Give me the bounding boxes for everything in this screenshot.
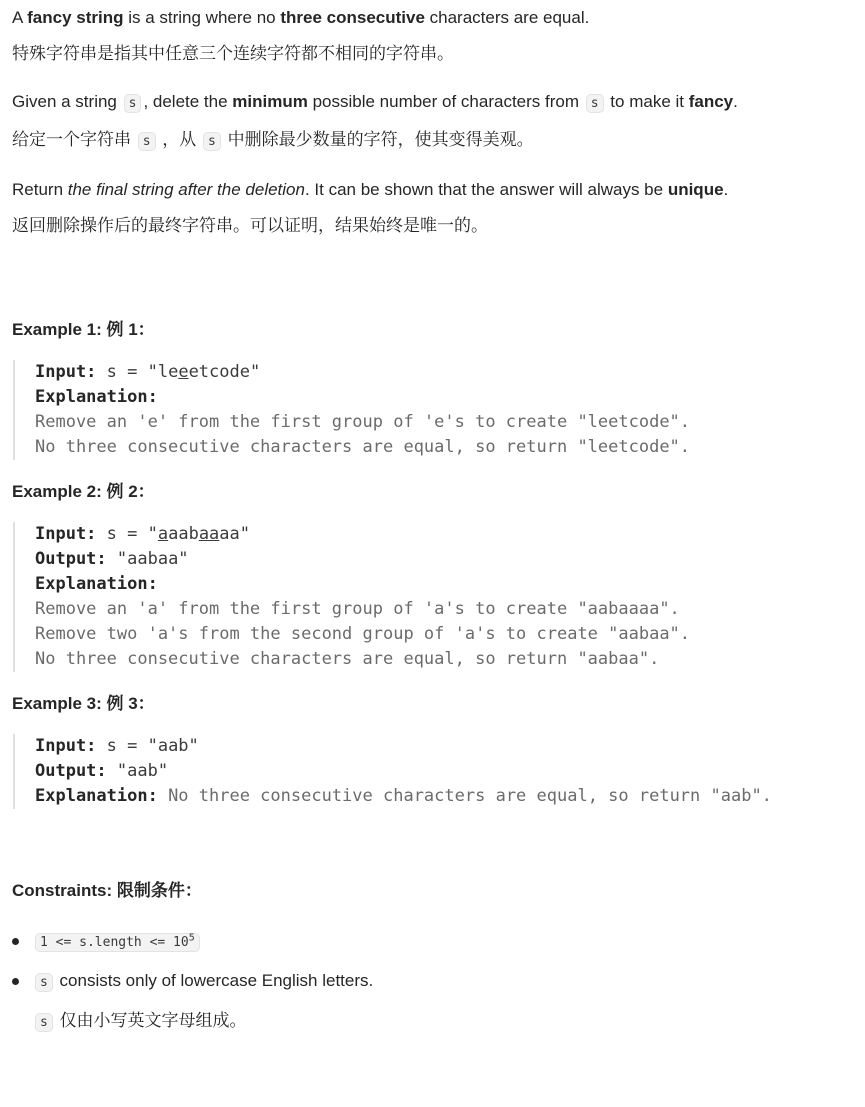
- constraint-length-text: 1 <= s.length <= 10: [40, 935, 189, 950]
- example-input: s = "aab": [96, 736, 199, 756]
- unique-term: unique: [667, 180, 724, 199]
- constraint-length-code: [35, 933, 200, 952]
- task-text: to make it: [605, 92, 689, 111]
- output-label: Output:: [35, 761, 107, 781]
- constraint-lowercase-zh-text: 仅由小写英文字母组成。: [54, 1011, 247, 1030]
- example-input-underlined: a: [157, 524, 169, 544]
- explanation-label: Explanation:: [35, 574, 158, 594]
- inline-code-s: s: [138, 132, 156, 151]
- task-zh-text: 给定一个字符串: [12, 130, 136, 149]
- input-label: Input:: [35, 362, 97, 382]
- bullet-icon: [12, 938, 19, 945]
- output-label: Output:: [35, 549, 107, 569]
- example-1-title: Example 1: 例 1：: [12, 320, 155, 339]
- intro-en: [12, 4, 853, 32]
- explanation-label: Explanation:: [35, 786, 158, 806]
- task-text: , delete the: [143, 92, 233, 111]
- task-text: Given a string: [12, 92, 122, 111]
- example-input-underlined: e: [178, 362, 189, 382]
- intro-text: is a string where no: [123, 8, 281, 27]
- problem-description: [0, 4, 865, 1107]
- example-input-underlined: aa: [198, 524, 220, 544]
- example-1-block: [13, 360, 853, 460]
- inline-code-s: s: [35, 973, 53, 992]
- return-text: .: [723, 180, 729, 199]
- inline-code-s: s: [35, 1013, 53, 1032]
- example-2-block: [13, 522, 853, 672]
- constraint-lowercase-zh: [33, 1007, 853, 1037]
- example-output: "aab": [106, 761, 169, 781]
- explanation-line: No three consecutive characters are equal, so return "leetcode".: [35, 437, 691, 457]
- task-zh: [12, 126, 853, 156]
- return-en: [12, 176, 853, 204]
- minimum-term: minimum: [232, 92, 308, 111]
- intro-text: characters are equal.: [424, 8, 590, 27]
- inline-code-s: s: [124, 94, 142, 113]
- return-zh: 返回删除操作后的最终字符串。可以证明，结果始终是唯一的。: [12, 216, 488, 235]
- constraint-item: [12, 967, 853, 1037]
- return-italic: the final string after the deletion: [67, 180, 305, 199]
- constraints-title: Constraints: 限制条件：: [12, 881, 202, 900]
- explanation-line: Remove an 'a' from the first group of 'a's to create "aabaaaa".: [35, 599, 680, 619]
- example-input: s = "le: [96, 362, 179, 382]
- fancy-string-term: fancy string: [27, 8, 124, 27]
- fancy-term: fancy: [688, 92, 734, 111]
- task-en: [12, 88, 853, 118]
- exponent: 5: [188, 932, 195, 944]
- explanation-line: No three consecutive characters are equal, so return "aab".: [157, 786, 772, 806]
- example-input: aab: [168, 524, 199, 544]
- task-zh-text: ，从: [157, 130, 202, 149]
- explanation-line: No three consecutive characters are equal, so return "aabaa".: [35, 649, 660, 669]
- task-text: .: [733, 92, 738, 111]
- input-label: Input:: [35, 524, 97, 544]
- task-zh-text: 中删除最少数量的字符，使其变得美观。: [222, 130, 534, 149]
- explanation-line: Remove an 'e' from the first group of 'e's to create "leetcode".: [35, 412, 691, 432]
- intro-text: A: [12, 8, 28, 27]
- example-input: aa": [219, 524, 251, 544]
- intro-zh: 特殊字符串是指其中任意三个连续字符都不相同的字符串。: [12, 44, 454, 63]
- task-text: possible number of characters from: [307, 92, 584, 111]
- example-input: s = ": [96, 524, 158, 544]
- constraints-list: [12, 927, 853, 1037]
- example-2-title: Example 2: 例 2：: [12, 482, 155, 501]
- return-text: Return: [12, 180, 68, 199]
- constraint-lowercase-en: consists only of lowercase English letters.: [54, 971, 374, 990]
- inline-code-s: s: [203, 132, 221, 151]
- example-output: "aabaa": [106, 549, 189, 569]
- explanation-line: Remove two 'a's from the second group of 'a's to create "aabaa".: [35, 624, 691, 644]
- example-input: etcode": [188, 362, 261, 382]
- three-consecutive-term: three consecutive: [280, 8, 425, 27]
- constraint-item: [12, 927, 853, 957]
- example-3-title: Example 3: 例 3：: [12, 694, 155, 713]
- explanation-label: Explanation:: [35, 387, 158, 407]
- example-3-block: [13, 734, 853, 809]
- bullet-icon: [12, 978, 19, 985]
- inline-code-s: s: [586, 94, 604, 113]
- return-text: . It can be shown that the answer will always be: [304, 180, 668, 199]
- input-label: Input:: [35, 736, 97, 756]
